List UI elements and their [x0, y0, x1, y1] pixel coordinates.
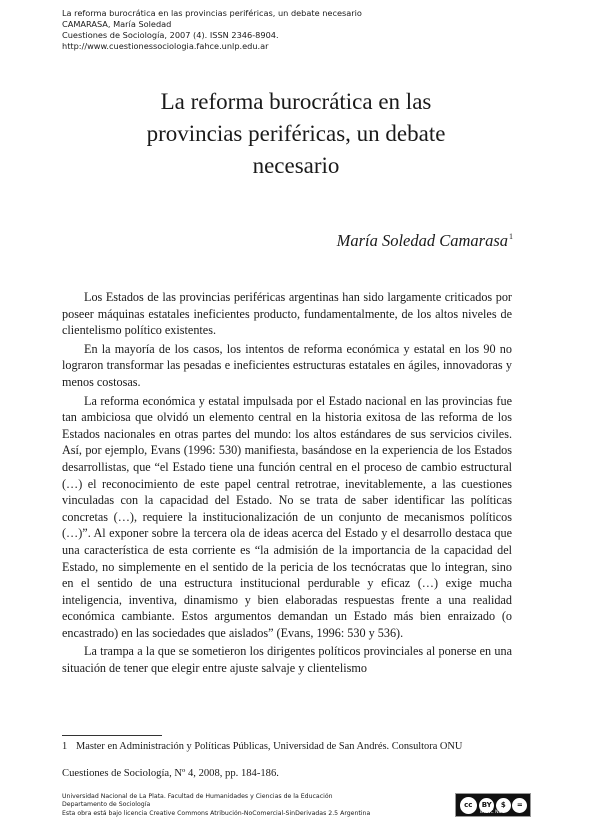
article-body [62, 289, 512, 677]
cc-icon: cc [459, 796, 478, 815]
license-prefix: Esta obra está bajo licencia [62, 809, 148, 817]
license-line [62, 810, 452, 818]
journal-citation: Cuestiones de Sociología, Nº 4, 2008, pp. 184-186. [62, 768, 279, 779]
paragraph: La reforma económica y estatal impulsada por el Estado nacional en las provincias fue tan ambiciosa que olvidó un elemento central en la historia exitosa de las reforma de los Estados nacionales en otras partes del mundo: los altos estándares de sus servicios civiles. Así, por ejemplo, Evans (1996: 530) manifiesta, basándose en la experiencia de los Estados desarrollistas, que “el Estado tiene una función central en el proceso de cambio estructural (…) el reconocimiento de este papel central retrotrae, inevitablemente, a las cuestiones vinculadas con la capacidad del Estado. No se trata de saber identificar las políticas concretas (…), requiere la institucionalización de un conjunto de mecanismos políticos (…)”. Al exponer sobre la tercera ola de ideas acerca del Estado y el desarrollo destaca que una característica de esta corriente es “la admisión de la importancia de la capacidad del Estado, no simplemente en el sentido de la pericia de los tecnócratas que lo integran, sino en el sentido de una estructura institucional perdurable y eficaz (…) exige mucha inteligencia, inventiva, dinamismo y bien elaboradas respuestas frente a una realidad económica cambiante. Estos argumentos demandan un Estado más bien enraizado (o encastrado) en las sociedades que aislados” (Evans, 1996: 530 y 536). [62, 393, 512, 640]
footnote-text: Master en Administración y Políticas Públicas, Universidad de San Andrés. Consultora ONU [76, 741, 463, 752]
paragraph: La trampa a la que se sometieron los dirigentes políticos provinciales al ponerse en una situación de tener que elegir entre ajuste salvaje y clientelismo [62, 644, 512, 676]
nd-icon: = [512, 798, 527, 813]
article-title [62, 86, 530, 182]
footnote-ref[interactable]: 1 [509, 232, 513, 241]
department-name: Departamento de Sociología [62, 801, 151, 809]
page-header [62, 8, 542, 52]
header-article-title: La reforma burocrática en las provincias periféricas, un debate necesario [62, 8, 362, 18]
author-byline [337, 226, 513, 252]
header-url-link[interactable]: http://www.cuestionessociologia.fahce.unlp.edu.ar [62, 41, 269, 51]
institution-footer [62, 793, 452, 818]
by-icon: BY [479, 798, 494, 813]
institution-name: Universidad Nacional de La Plata. Facultad de Humanidades y Ciencias de la Educación [62, 793, 333, 800]
header-journal: Cuestiones de Sociología, 2007 (4). ISSN 2346-8904. [62, 30, 279, 40]
title-line: necesario [252, 153, 340, 178]
footnote-number: 1 [62, 741, 68, 752]
title-line: La reforma burocrática en las [160, 89, 432, 114]
cc-badge-tags: BY NC ND [480, 810, 502, 815]
nc-icon: $ [496, 798, 511, 813]
paragraph: En la mayoría de los casos, los intentos de reforma económica y estatal en los 90 no lograron transformar las pesadas e ineficientes estructuras estatales en ágiles, innovadoras y menos costosas. [62, 341, 512, 389]
header-author: CAMARASA, María Soledad [62, 19, 172, 29]
paragraph: Los Estados de las provincias periféricas argentinas han sido largamente criticados por poseer máquinas estatales ineficientes producto, fundamentalmente, de los altos niveles de clientelismo político existentes. [62, 290, 512, 338]
footnote [62, 740, 542, 753]
footnote-divider [62, 735, 162, 736]
author-name: María Soledad Camarasa [336, 231, 508, 250]
license-link[interactable]: Creative Commons Atribución-NoComercial-SinDerivadas 2.5 Argentina [149, 809, 371, 817]
title-line: provincias periféricas, un debate [146, 121, 446, 146]
